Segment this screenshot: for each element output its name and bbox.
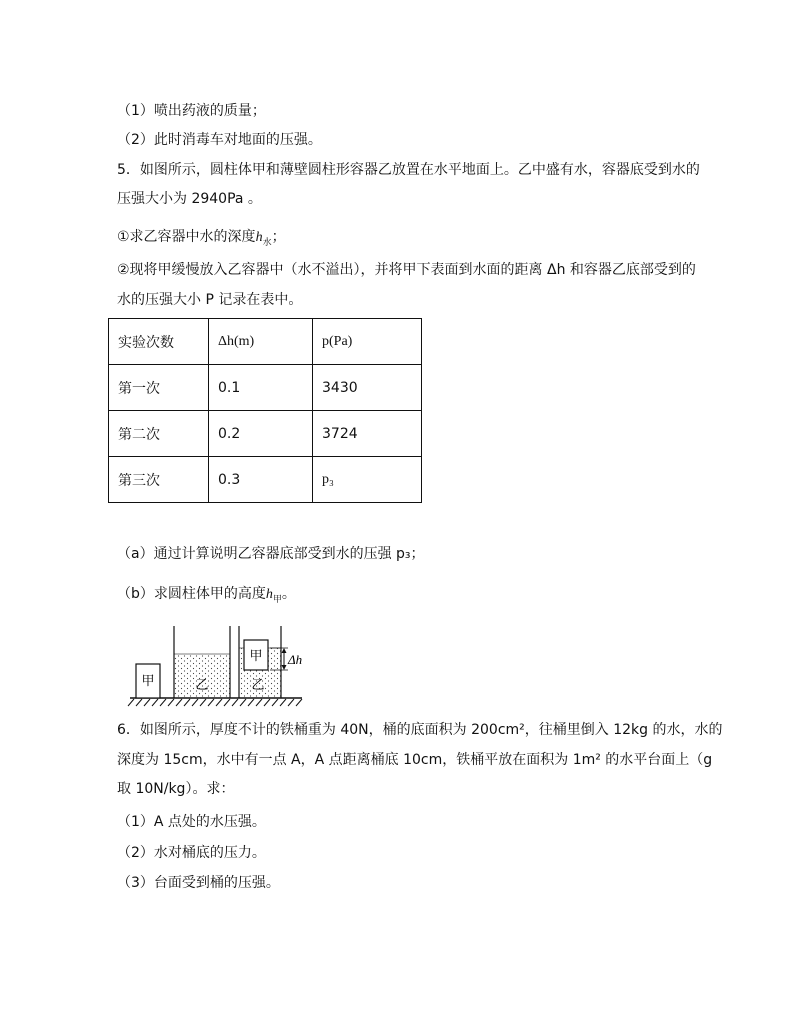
physics-figure — [120, 622, 320, 708]
q5-sub-b-suffix: 。 — [281, 586, 296, 602]
q6-stem-line-3: 取 10N/kg）。求： — [117, 781, 235, 797]
q6-item-3: （3）台面受到桶的压强。 — [117, 875, 280, 891]
q5-stem-line-2: 压强大小为 2940Pa 。 — [117, 191, 262, 207]
q5-part-1-prefix: ①求乙容器中水的深度 — [117, 229, 256, 245]
q6-stem-line-2: 深度为 15cm，水中有一点 A，A 点距离桶底 10cm，铁桶平放在面积为 1m² 的水平台面上（g — [117, 752, 713, 768]
q6-stem-line-1: 6．如图所示，厚度不计的铁桶重为 40N，桶的底面积为 200cm²，往桶里倒入 12kg 的水，水的 — [117, 722, 723, 738]
q5-sub-b-prefix: （b）求圆柱体甲的高度 — [117, 586, 266, 602]
table-cell: 第二次 — [109, 411, 209, 457]
cylinder-jia-left — [136, 664, 160, 698]
q6-item-2: （2）水对桶底的压力。 — [117, 845, 266, 861]
h-jia-var: h — [265, 587, 273, 602]
q5-stem-line-1: 5．如图所示，圆柱体甲和薄壁圆柱形容器乙放置在水平地面上。乙中盛有水，容器底受到水的 — [117, 162, 700, 178]
table-cell: 0.2 — [209, 411, 313, 457]
table-row — [109, 365, 422, 411]
table-header-cell: Δh(m) — [209, 319, 313, 365]
figure-label: 乙 — [195, 678, 209, 693]
h-water-sub: 水 — [262, 237, 272, 248]
table-cell: p₃ — [313, 457, 422, 503]
q5-part-2-line-1: ②现将甲缓慢放入乙容器中（水不溢出），并将甲下表面到水面的距离 Δh 和容器乙底部受到的 — [117, 262, 696, 278]
q4-item-2: （2）此时消毒车对地面的压强。 — [117, 132, 322, 148]
q5-part-2-line-2: 水的压强大小 P 记录在表中。 — [117, 292, 303, 308]
container-yi-left — [174, 626, 230, 698]
figure-label: 甲 — [141, 674, 155, 689]
q5-sub-a: （a）通过计算说明乙容器底部受到水的压强 p₃； — [117, 546, 425, 562]
figure-label: Δh — [288, 652, 303, 667]
container-yi-right — [239, 626, 281, 698]
table-cell: 第三次 — [109, 457, 209, 503]
q5-sub-b — [117, 584, 296, 605]
table-header-row — [109, 319, 422, 365]
table-row — [109, 411, 422, 457]
q6-item-1: （1）A 点处的水压强。 — [117, 814, 266, 830]
figure-label: 甲 — [249, 649, 263, 664]
table-cell: 3724 — [313, 411, 422, 457]
q5-part-1 — [117, 227, 286, 248]
table-header-cell: 实验次数 — [109, 319, 209, 365]
q5-part-1-suffix: ； — [271, 229, 286, 245]
table-row — [109, 457, 422, 503]
data-table — [108, 318, 422, 503]
h-water-var: h — [255, 230, 263, 245]
ground — [128, 698, 302, 706]
table-header-cell: p(Pa) — [313, 319, 422, 365]
q4-item-1: （1）喷出药液的质量； — [117, 103, 266, 119]
table-cell: 第一次 — [109, 365, 209, 411]
table-cell: 3430 — [313, 365, 422, 411]
h-jia-sub: 甲 — [272, 594, 282, 605]
table-cell: 0.3 — [209, 457, 313, 503]
table-cell: 0.1 — [209, 365, 313, 411]
figure-label: 乙 — [251, 678, 265, 693]
